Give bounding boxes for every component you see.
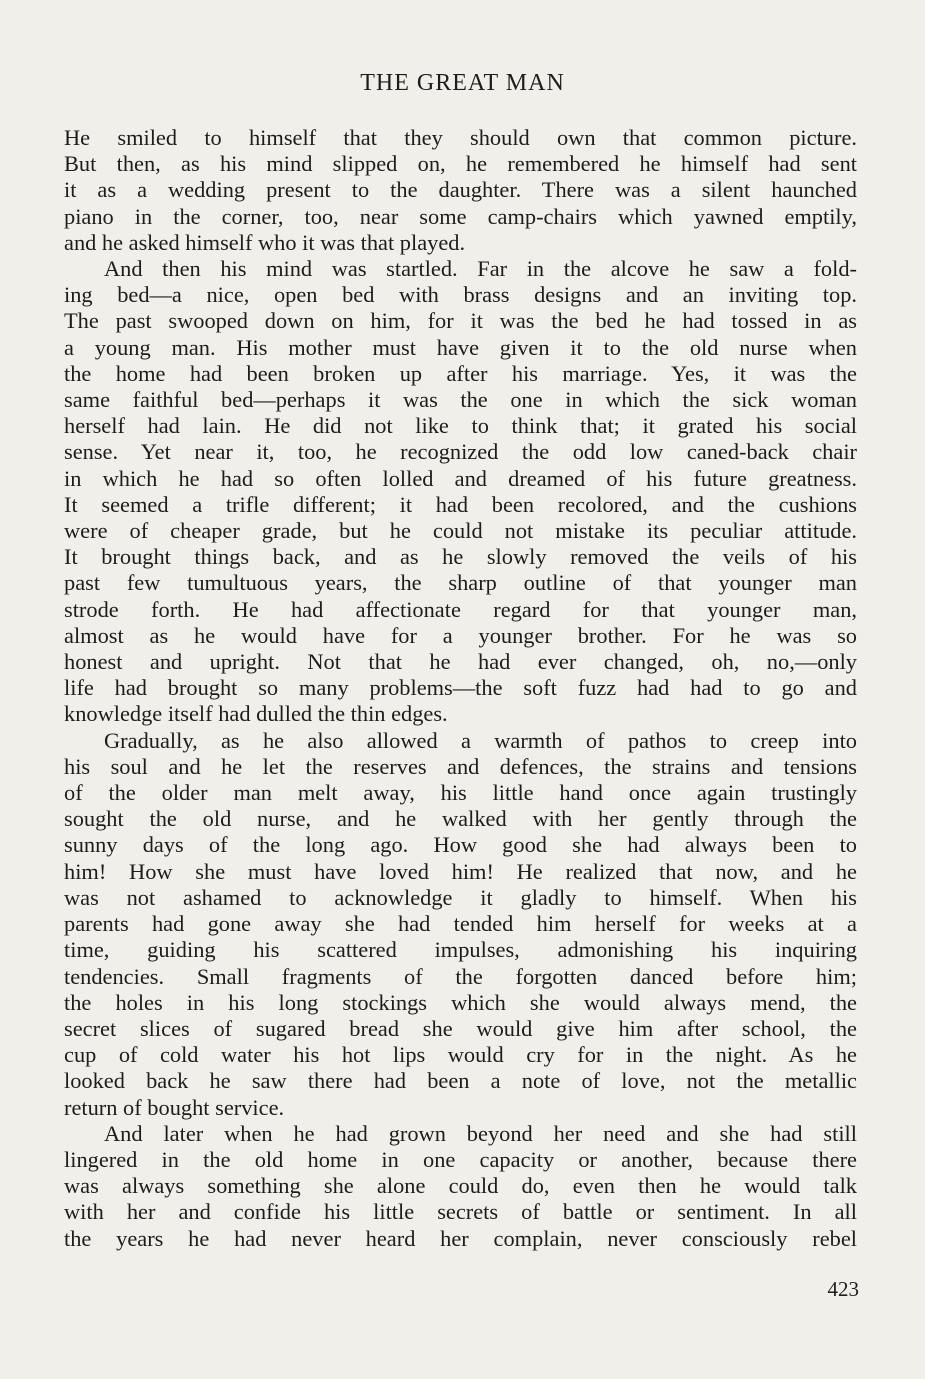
text-line: And later when he had grown beyond her need and she had still bbox=[104, 1120, 857, 1146]
text-line: He smiled to himself that they should own that common picture. bbox=[64, 125, 857, 150]
text-line: lingered in the old home in one capacity or another, because there bbox=[64, 1146, 857, 1172]
text-line: life had brought so many problems—the soft fuzz had had to go and bbox=[64, 675, 857, 701]
text-line: parents had gone away she had tended him herself for weeks at a bbox=[64, 911, 857, 937]
text-line: strode forth. He had affectionate regard for that younger man, bbox=[64, 596, 857, 622]
text-line: herself had lain. He did not like to think that; it grated his social bbox=[64, 413, 857, 439]
text-line: sought the old nurse, and he walked with her gently through the bbox=[64, 806, 857, 832]
text-line: the holes in his long stockings which she would always mend, the bbox=[64, 989, 857, 1015]
text-line: return of bought service. bbox=[64, 1094, 285, 1120]
text-line: his soul and he let the reserves and defences, the strains and tensions bbox=[64, 753, 857, 779]
text-line: was always something she alone could do, even then he would talk bbox=[64, 1173, 857, 1199]
text-line: of the older man melt away, his little hand once again trustingly bbox=[64, 780, 857, 806]
text-line: It brought things back, and as he slowly removed the veils of his bbox=[64, 544, 857, 570]
text-line: time, guiding his scattered impulses, admonishing his inquiring bbox=[64, 937, 857, 963]
text-line: secret slices of sugared bread she would give him after school, the bbox=[64, 1015, 857, 1041]
text-line: sense. Yet near it, too, he recognized the odd low caned-back chair bbox=[64, 439, 857, 465]
text-line: And then his mind was startled. Far in the alcove he saw a fold- bbox=[104, 256, 857, 282]
text-line: But then, as his mind slipped on, he remembered he himself had sent bbox=[64, 151, 857, 177]
text-line: it as a wedding present to the daughter. There was a silent haunched bbox=[64, 177, 857, 203]
text-line: It seemed a trifle different; it had been recolored, and the cushions bbox=[64, 491, 857, 517]
text-line: tendencies. Small fragments of the forgotten danced before him; bbox=[64, 963, 857, 989]
text-line: in which he had so often lolled and dreamed of his future greatness. bbox=[64, 465, 857, 491]
text-line: the years he had never heard her complain, never consciously rebel bbox=[64, 1225, 857, 1251]
text-line: was not ashamed to acknowledge it gladly to himself. When his bbox=[64, 884, 857, 910]
text-line: the home had been broken up after his marriage. Yes, it was the bbox=[64, 360, 857, 386]
text-line: piano in the corner, too, near some camp-chairs which yawned emptily, bbox=[64, 203, 857, 229]
body-text bbox=[64, 125, 857, 1252]
page-number: 423 bbox=[827, 1277, 859, 1301]
running-title: THE GREAT MAN bbox=[360, 70, 565, 96]
text-line: The past swooped down on him, for it was the bed he had tossed in as bbox=[64, 308, 857, 334]
text-line: honest and upright. Not that he had ever changed, oh, no,—only bbox=[64, 649, 857, 675]
text-line: with her and confide his little secrets of battle or sentiment. In all bbox=[64, 1199, 857, 1225]
text-line: were of cheaper grade, but he could not mistake its peculiar attitude. bbox=[64, 518, 857, 544]
text-line: a young man. His mother must have given it to the old nurse when bbox=[64, 334, 857, 360]
text-line: him! How she must have loved him! He realized that now, and he bbox=[64, 858, 857, 884]
text-line: sunny days of the long ago. How good she had always been to bbox=[64, 832, 857, 858]
text-line: Gradually, as he also allowed a warmth of pathos to creep into bbox=[104, 727, 857, 753]
text-line: ing bed—a nice, open bed with brass designs and an inviting top. bbox=[64, 282, 857, 308]
text-line: knowledge itself had dulled the thin edges. bbox=[64, 701, 448, 727]
text-line: cup of cold water his hot lips would cry for in the night. As he bbox=[64, 1042, 857, 1068]
text-line: same faithful bed—perhaps it was the one in which the sick woman bbox=[64, 387, 857, 413]
text-line: past few tumultuous years, the sharp outline of that younger man bbox=[64, 570, 857, 596]
text-line: looked back he saw there had been a note of love, not the metallic bbox=[64, 1068, 857, 1094]
text-line: and he asked himself who it was that played. bbox=[64, 229, 466, 255]
text-line: almost as he would have for a younger brother. For he was so bbox=[64, 622, 857, 648]
